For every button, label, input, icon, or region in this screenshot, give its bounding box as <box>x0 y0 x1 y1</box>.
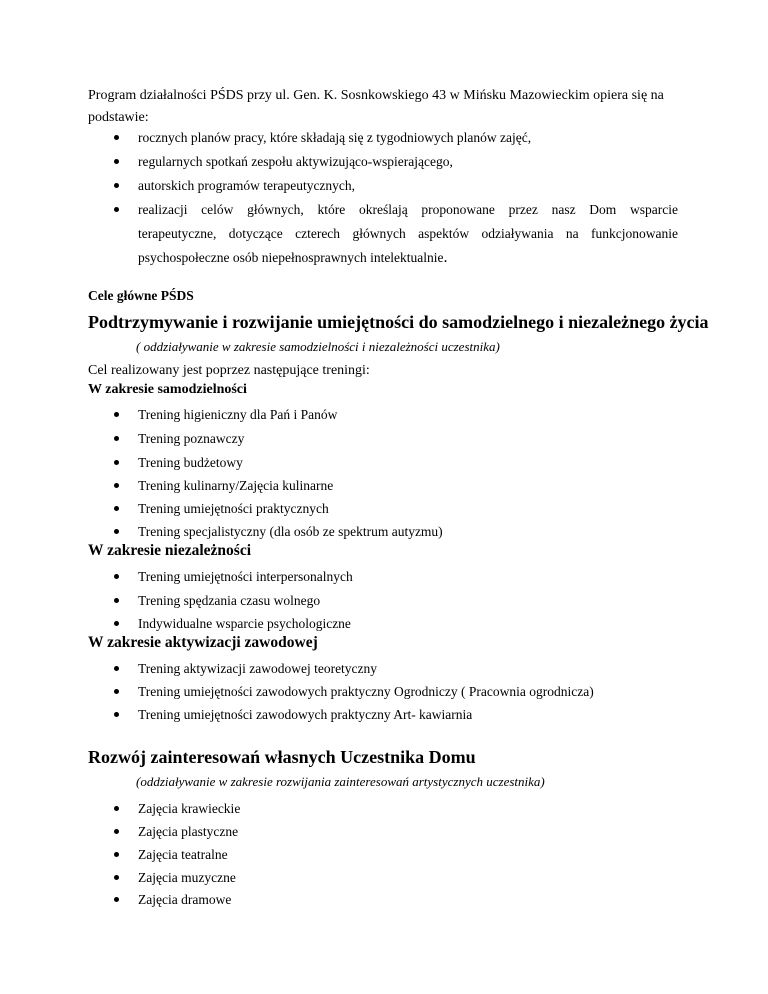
bullet-icon <box>114 183 119 188</box>
list-item-text: Trening umiejętności praktycznych <box>138 501 329 516</box>
intro-list-item <box>88 198 678 270</box>
bullet-icon <box>114 598 119 603</box>
bullet-icon <box>114 506 119 511</box>
section-label: Cele główne PŚDS <box>88 288 194 303</box>
bullet-icon <box>114 852 119 857</box>
intro-list-item <box>88 174 678 197</box>
list-item-text: Zajęcia muzyczne <box>138 870 236 885</box>
bullet-icon <box>114 875 119 880</box>
list-item-text-line: terapeutyczne, dotyczące czterech głównych aspektów odziaływania na funkcjonowanie <box>138 226 678 241</box>
bullet-icon <box>114 412 119 417</box>
list-item-text: Zajęcia dramowe <box>138 892 232 907</box>
group-title: W zakresie niezależności <box>88 542 252 559</box>
bullet-icon <box>114 689 119 694</box>
list-item-text: Trening budżetowy <box>138 455 243 470</box>
bullet-icon <box>114 666 119 671</box>
intro-line-1: Program działalności PŚDS przy ul. Gen. K. Sosnkowskiego 43 w Mińsku Mazowieckim opiera się na <box>88 88 664 103</box>
bullet-icon <box>114 574 119 579</box>
list-item-text: regularnych spotkań zespołu aktywizująco-wspierającego, <box>138 154 453 169</box>
list-item-text: Zajęcia teatralne <box>138 847 228 862</box>
section-heading: Podtrzymywanie i rozwijanie umiejętności do samodzielnego i niezależnego życia <box>88 312 709 332</box>
list-item-text: autorskich programów terapeutycznych, <box>138 178 356 193</box>
bullet-icon <box>114 207 119 212</box>
bullet-icon <box>114 806 119 811</box>
list-item-text: Trening aktywizacji zawodowej teoretyczny <box>138 661 378 676</box>
section-note: (oddziaływanie w zakresie rozwijania zainteresowań artystycznych uczestnika) <box>136 774 545 789</box>
list-item-text: psychospołeczne osób niepełnosprawnych intelektualnie <box>138 250 444 265</box>
group-title: W zakresie aktywizacji zawodowej <box>88 634 318 651</box>
section-note: ( oddziaływanie w zakresie samodzielności i niezależności uczestnika) <box>136 339 500 354</box>
list-item-text: Trening poznawczy <box>138 431 245 446</box>
section-heading: Rozwój zainteresowań własnych Uczestnika Domu <box>88 747 476 767</box>
bullet-icon <box>114 483 119 488</box>
list-item-text: Zajęcia plastyczne <box>138 824 239 839</box>
list-item-text: Indywidualne wsparcie psychologiczne <box>138 616 351 631</box>
bullet-icon <box>114 529 119 534</box>
bullet-icon <box>114 460 119 465</box>
list-item-text: Trening higieniczny dla Pań i Panów <box>138 407 338 422</box>
bullet-icon <box>114 436 119 441</box>
sentence-end: . <box>443 249 448 266</box>
list-item-text: Trening umiejętności zawodowych praktyczny Ogrodniczy ( Pracownia ogrodnicza) <box>138 684 594 699</box>
section-lead: Cel realizowany jest poprzez następujące treningi: <box>88 363 370 378</box>
intro-list-item <box>88 150 678 173</box>
bullet-icon <box>114 829 119 834</box>
list-item-text: Trening umiejętności zawodowych praktyczny Art- kawiarnia <box>138 707 473 722</box>
list-item-text-line <box>138 246 448 269</box>
list-item-text-line: realizacji celów głównych, które określają proponowane przez nasz Dom wsparcie <box>138 202 678 217</box>
list-item-text: Trening spędzania czasu wolnego <box>138 593 321 608</box>
bullet-icon <box>114 159 119 164</box>
bullet-icon <box>114 712 119 717</box>
intro-list-item <box>88 126 678 149</box>
bullet-icon <box>114 135 119 140</box>
bullet-icon <box>114 897 119 902</box>
list-item-text: Trening kulinarny/Zajęcia kulinarne <box>138 478 334 493</box>
bullet-icon <box>114 621 119 626</box>
list-item-text: rocznych planów pracy, które składają się z tygodniowych planów zajęć, <box>138 130 532 145</box>
list-item-text: Trening specjalistyczny (dla osób ze spektrum autyzmu) <box>138 524 443 539</box>
intro-line-2: podstawie: <box>88 110 149 125</box>
group-title: W zakresie samodzielności <box>88 382 247 397</box>
list-item-text: Zajęcia krawieckie <box>138 801 241 816</box>
list-item-text: Trening umiejętności interpersonalnych <box>138 569 353 584</box>
